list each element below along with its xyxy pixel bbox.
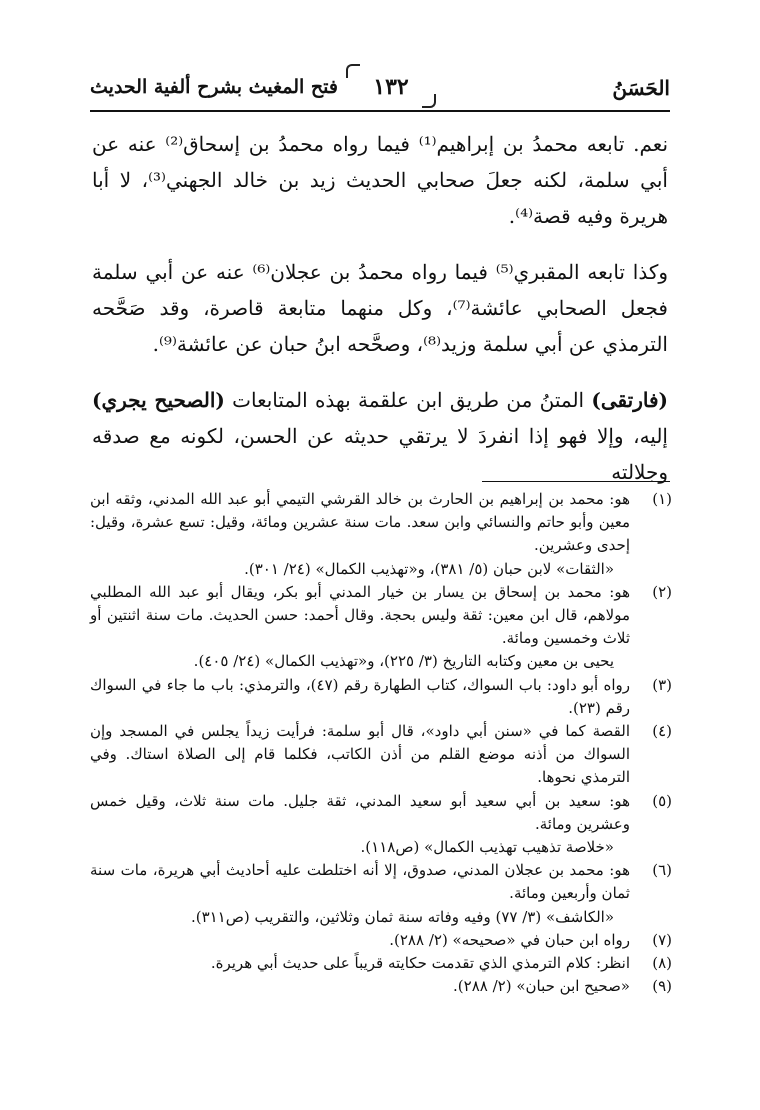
- footnote-number: (٢): [652, 582, 672, 601]
- paragraph-2: وكذا تابعه المقبري⁽⁵⁾ فيما رواه محمدُ بن عجلان⁽⁶⁾ عنه عن أبي سلمة فجعل الصحابي عائشة⁽⁷⁾، وكل منهما متابعة قاصرة، وقد صَحَّحه الترمذي عن أبي سلمة وزيد⁽⁸⁾، وصحَّحه ابنُ حبان عن عائشة⁽⁹⁾.: [92, 260, 668, 356]
- footnote: [90, 720, 672, 790]
- paragraph-3: [92, 382, 668, 490]
- main-text: [92, 126, 668, 490]
- footnote-number: (٥): [652, 791, 672, 810]
- footnote-text: رواه أبو داود: باب السواك، كتاب الطهارة رقم (٤٧)، والترمذي: باب ما جاء في السواك رقم (٢٣).: [90, 675, 630, 717]
- footnote-number: (٦): [652, 861, 672, 880]
- footnote-number: (٣): [652, 675, 672, 694]
- footnote-text: «صحيح ابن حبان» (٢/ ٢٨٨).: [453, 977, 630, 996]
- footnote: [90, 581, 672, 674]
- footnote-number: (٧): [652, 930, 672, 949]
- running-header: [90, 68, 670, 112]
- footnote-reference: يحيى بن معين وكتابه التاريخ (٣/ ٢٢٥)، و«تهذيب الكمال» (٢٤/ ٤٠٥).: [193, 652, 614, 671]
- footnote-separator: [482, 481, 670, 482]
- footnote: [90, 488, 672, 581]
- footnote-number: (٨): [652, 954, 672, 973]
- footnote-text: القصة كما في «سنن أبي داود»، قال أبو سلمة: فرأيت زيداً يجلس في المسجد وإن السواك من أذنه موضع القلم من أذن الكاتب، فكلما قام إلى الصلاة استاك. وفي الترمذي نحوها.: [90, 722, 630, 787]
- section-title: الحَسَنُ: [612, 76, 670, 100]
- footnote: [90, 952, 672, 975]
- footnote-number: (٤): [652, 722, 672, 741]
- footnote: [90, 859, 672, 929]
- ornament-icon: [346, 64, 360, 78]
- footnote-text: هو: محمد بن إسحاق بن يسار بن خيار المدني أبو بكر، ويقال أبو عبد الله المطلبي مولاهم، قال ابن معين: ثقة وليس بحجة. وقال أحمد: حسن الحديث. مات سنة اثنتين أو ثلاث وخمسين ومائة.: [90, 582, 630, 648]
- footnote-number: (٩): [652, 977, 672, 996]
- ornament-icon: [422, 94, 436, 108]
- paragraph-3-text-b: إليه، وإلا فهو إذا انفردَ لا يرتقي حديثه عن الحسن، لكونه مع صدقه وجلالته: [92, 424, 668, 484]
- page-number: [348, 68, 434, 104]
- book-title: فتح المغيث بشرح ألفية الحديث: [90, 76, 338, 98]
- footnote-reference: «خلاصة تذهيب تهذيب الكمال» (ص١١٨).: [360, 838, 614, 857]
- footnote: [90, 674, 672, 720]
- footnote-reference: «الثقات» لابن حبان (٥/ ٣٨١)، و«تهذيب الكمال» (٢٤/ ٣٠١).: [244, 559, 614, 578]
- footnote-text: رواه ابن حبان في «صحيحه» (٢/ ٢٨٨).: [389, 930, 630, 949]
- footnote-text: هو: محمد بن عجلان المدني، صدوق، إلا أنه اختلطت عليه أحاديث أبي هريرة، مات سنة ثمان وأربعين ومائة.: [90, 861, 630, 903]
- footnote: [90, 929, 672, 952]
- footnote-text: هو: سعيد بن أبي سعيد أبو سعيد المدني، ثقة جليل. مات سنة ثلاث، وقيل خمس وعشرين ومائة.: [90, 791, 630, 833]
- paragraph-3-text-a: المتنُ من طريق ابن علقمة بهذه المتابعات: [224, 388, 592, 412]
- footnote-text: انظر: كلام الترمذي الذي تقدمت حكايته قريباً على حديث أبي هريرة.: [210, 954, 630, 973]
- footnotes: [90, 488, 672, 998]
- footnote-text: هو: محمد بن إبراهيم بن الحارث بن خالد القرشي التيمي أبو عبد الله المدني، وثقه ابن معين وأبو حاتم والنسائي وابن سعد. مات سنة عشرين ومائة، وقيل: تسع عشرة، وقيل: إحدى وعشرين.: [90, 490, 630, 555]
- footnote: [90, 975, 672, 998]
- footnote: [90, 790, 672, 860]
- matn-term: (الصحيح يجري): [92, 388, 225, 412]
- footnote-number: (١): [652, 490, 672, 508]
- page-number-text: ١٣٢: [373, 74, 409, 100]
- footnote-reference: «الكاشف» (٣/ ٧٧) وفيه وفاته سنة ثمان وثلاثين، والتقريب (ص٣١١).: [190, 907, 614, 926]
- header-rule: [90, 110, 670, 112]
- paragraph-1: نعم. تابعه محمدُ بن إبراهيم⁽¹⁾ فيما رواه محمدُ بن إسحاق⁽²⁾ عنه عن أبي سلمة، لكنه جعلَ صحابي الحديث زيد بن خالد الجهني⁽³⁾، لا أبا هريرة وفيه قصة⁽⁴⁾.: [92, 132, 669, 228]
- matn-term: (فارتقى): [591, 388, 669, 412]
